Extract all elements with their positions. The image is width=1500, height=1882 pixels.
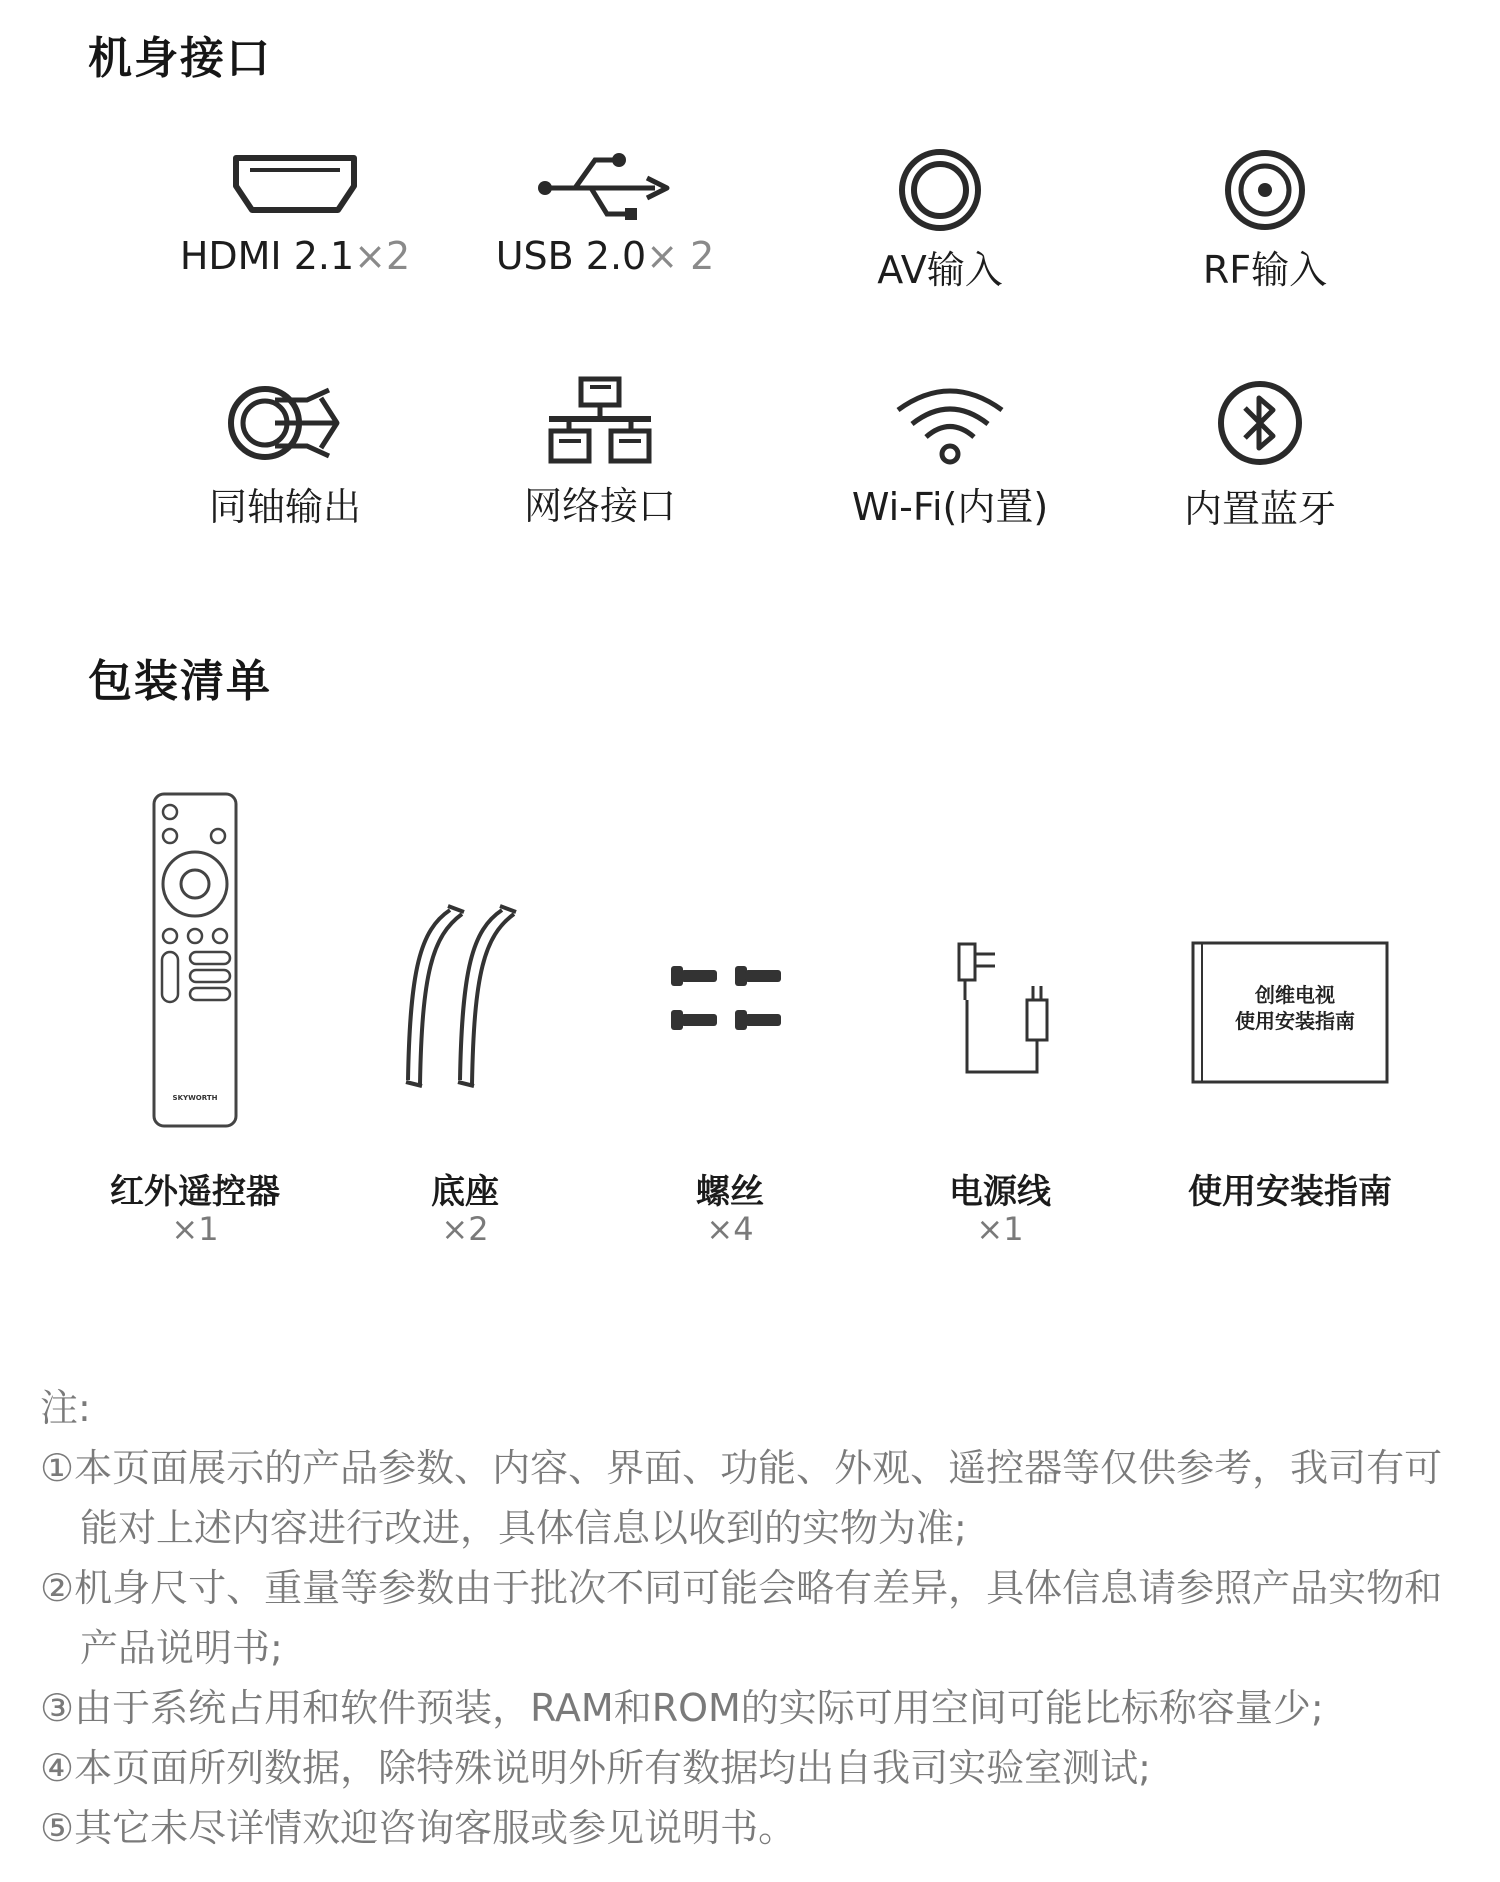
port-label-hdmi: HDMI 2.1 [179,234,355,278]
av-input-icon [895,145,985,235]
note-line-2: ②机身尺寸、重量等参数由于批次不同可能会略有差异，具体信息请参照产品实物和产品说明书; [40,1566,1443,1670]
package-item-manual [1165,790,1415,1250]
package-item-qty-stand: ×2 [441,1210,489,1248]
port-mult-hdmi: ×2 [354,234,411,278]
port-label-av: AV输入 [877,248,1003,292]
notes-heading: 注: [40,1386,91,1430]
port-bluetooth [1110,378,1410,533]
port-label-network: 网络接口 [523,484,676,528]
package-item-name-power-cord: 电源线 [949,1172,1051,1212]
port-av-input [790,145,1090,294]
note-line-3: ③由于系统占用和软件预装，RAM和ROM的实际可用空间可能比标称容量少; [40,1686,1324,1730]
port-rf-input [1115,145,1415,294]
port-label-rf: RF输入 [1202,248,1328,292]
rf-input-icon [1220,145,1310,235]
ports-section-title: 机身接口 [88,33,272,84]
port-wifi [800,380,1100,531]
port-label-coaxial: 同轴输出 [208,485,361,529]
package-item-qty-remote: ×1 [171,1210,219,1248]
port-label-usb: USB 2.0 [495,234,647,278]
manual-cover-line1: 创维电视 [1255,983,1335,1007]
note-line-5: ⑤其它未尽详情欢迎咨询客服或参见说明书。 [40,1806,797,1850]
remote-control-icon [150,790,240,1130]
package-item-screws [600,790,860,1250]
network-icon [545,375,655,467]
port-network [450,375,750,530]
package-item-name-screws: 螺丝 [696,1172,764,1212]
coaxial-output-icon [225,378,345,468]
notes-block [40,1378,1460,1858]
note-line-4: ④本页面所列数据，除特殊说明外所有数据均出自我司实验室测试; [40,1746,1151,1790]
screws-icon [665,960,795,1040]
hdmi-port-icon [230,150,360,220]
port-usb [455,148,755,278]
note-line-1: ①本页面展示的产品参数、内容、界面、功能、外观、遥控器等仅供参考，我司有可能对上述内容进行改进，具体信息以收到的实物为准; [40,1446,1443,1550]
usb-icon [535,148,675,228]
port-label-bluetooth: 内置蓝牙 [1183,487,1336,531]
remote-brand-text: SKYWORTH [172,1094,218,1102]
package-item-stand [335,790,595,1250]
port-coaxial [135,378,435,531]
bluetooth-icon [1215,378,1305,468]
port-mult-usb: × 2 [646,234,715,278]
port-hdmi [145,150,445,278]
manual-cover-line2: 使用安装指南 [1235,1009,1355,1033]
package-item-name-manual: 使用安装指南 [1188,1172,1392,1212]
package-item-name-stand: 底座 [431,1172,499,1212]
wifi-icon [892,380,1008,466]
port-label-wifi: Wi-Fi(内置) [851,485,1049,529]
manual-book-icon [1190,940,1390,1085]
package-item-name-remote: 红外遥控器 [110,1172,280,1212]
stand-legs-icon [390,900,540,1100]
package-section-title: 包装清单 [88,656,272,707]
package-item-remote [65,790,325,1250]
package-item-power-cord [870,790,1130,1250]
package-item-qty-screws: ×4 [706,1210,754,1248]
package-item-qty-power-cord: ×1 [976,1210,1024,1248]
power-cord-icon [945,940,1055,1090]
